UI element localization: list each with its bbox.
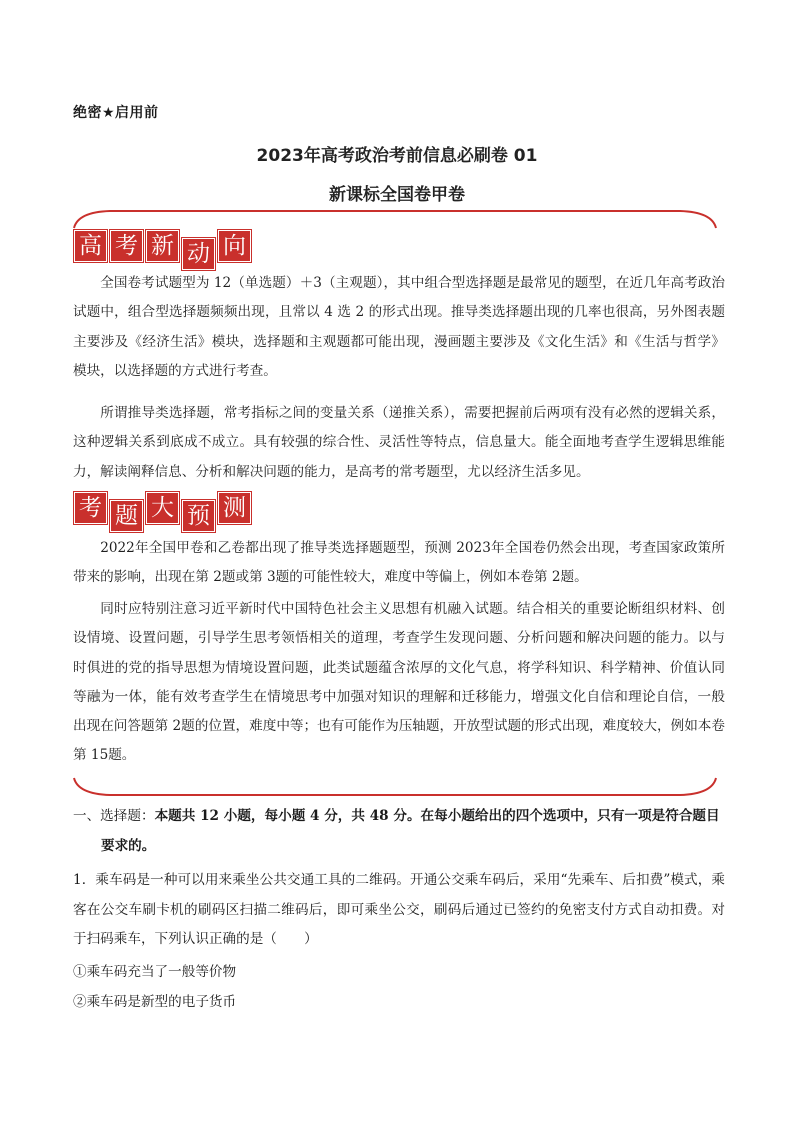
badge-char: 测 — [218, 492, 251, 524]
badge-char: 题 — [110, 500, 143, 532]
badge-char: 新 — [146, 230, 179, 262]
choice-section-label: 一、选择题： — [73, 808, 155, 824]
choice-section-instructions — [73, 801, 725, 861]
badge-char: 大 — [146, 492, 179, 524]
choice-section-text: 本题共 12 小题，每小题 4 分，共 48 分。在每小题给出的四个选项中，只有一项是符合题目 — [154, 808, 720, 824]
question-1-stem: 1．乘车码是一种可以用来乘坐公共交通工具的二维码。开通公交乘车码后，采用“先乘车、后扣费”模式，乘客在公交车刷卡机的刷码区扫描二维码后，即可乘坐公交，刷码后通过已签约的免密支付方式自动扣费。对于扫码乘车，下列认识正确的是（ ） — [73, 872, 725, 947]
section1-paragraph: 所谓推导类选择题，常考指标之间的变量关系（递推关系），需要把握前后两项有没有必然的逻辑关系，这种逻辑关系到底成不成立。具有较强的综合性、灵活性等特点，信息量大。能全面地考查学生逻辑思维能力，解读阐释信息、分析和解决问题的能力，是高考的常考题型，尤以经济生活多见。 — [73, 405, 725, 480]
badge-char: 向 — [218, 230, 251, 262]
badge-char: 考 — [74, 492, 107, 524]
page-subtitle: 新课标全国卷甲卷 — [329, 185, 465, 205]
page-title: 2023年高考政治考前信息必刷卷 01 — [256, 146, 538, 166]
section2-paragraph: 2022年全国甲卷和乙卷都出现了推导类选择题题型，预测 2023年全国卷仍然会出现，考查国家政策所带来的影响，出现在第 2题或第 3题的可能性较大，难度中等偏上，例如本卷第 2题。 — [73, 540, 725, 586]
section1-paragraph: 全国卷考试题型为 12（单选题）＋3（主观题），其中组合型选择题是最常见的题型，在近几年高考政治试题中，组合型选择题频频出现，且常以 4 选 2 的形式出现。推导类选择题出现的几率也很高，另外图表题主要涉及《经济生活》模块，选择题和主观题都可能出现，漫画题主要涉及《文化生活》和《生活与哲学》模块，以选择题的方式进行考查。 — [73, 275, 725, 379]
bottom-divider-arc — [70, 776, 720, 798]
badge-char: 考 — [110, 230, 143, 262]
section-badge-gaokao-trend — [74, 234, 251, 266]
badge-char: 高 — [74, 230, 107, 262]
secret-label: 绝密★启用前 — [73, 105, 159, 121]
badge-char: 动 — [182, 238, 215, 270]
badge-char: 预 — [182, 500, 215, 532]
question-1-option: ②乘车码是新型的电子货币 — [73, 994, 237, 1010]
top-divider-arc — [70, 206, 720, 230]
question-1-option: ①乘车码充当了一般等价物 — [73, 964, 237, 980]
section2-paragraph: 同时应特别注意习近平新时代中国特色社会主义思想有机融入试题。结合相关的重要论断组织材料、创设情境、设置问题，引导学生思考领悟相关的道理，考查学生发现问题、分析问题和解决问题的能力。以与时俱进的党的指导思想为情境设置问题，此类试题蕴含浓厚的文化气息，将学科知识、科学精神、价值认同等融为一体，能有效考查学生在情境思考中加强对知识的理解和迁移能力，增强文化自信和理论自信，一般出现在问答题第 2题的位置，难度中等；也有可能作为压轴题，开放型试题的形式出现，难度较大，例如本卷第 15题。 — [73, 601, 725, 764]
section-badge-exam-forecast — [74, 496, 251, 528]
choice-section-text-end: 要求的。 — [101, 838, 156, 854]
